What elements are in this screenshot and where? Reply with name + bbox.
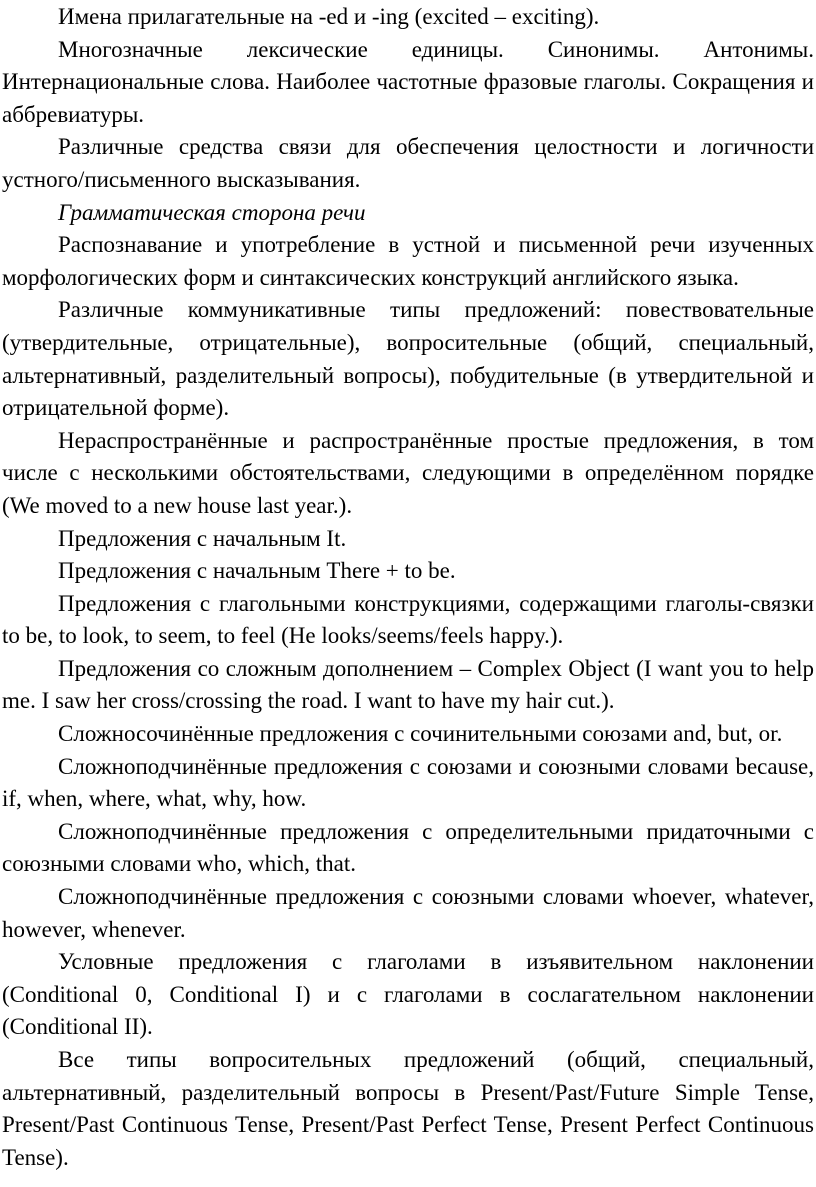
paragraph-whoever-whatever: Сложноподчинённые предложения с союзными словами whoever, whatever, however, whenever.	[2, 884, 814, 942]
paragraph-linking-devices: Различные средства связи для обеспечения целостности и логичности устного/письменного высказывания.	[2, 134, 814, 192]
paragraph-simple-sentences: Нераспространённые и распространённые простые предложения, в том числе с несколькими обстоятельствами, следующими в определённом порядке (We moved to a new house last year.).	[2, 427, 814, 518]
paragraph-sentence-types: Различные коммуникативные типы предложений: повествовательные (утвердительные, отрицательные), вопросительные (общий, специальный, альтернативный, разделительный вопросы), побудительные (в утвердительной и отрицательной форме).	[2, 297, 814, 421]
paragraph-complex-sentences-conjunctions: Сложноподчинённые предложения с союзами и союзными словами because, if, when, where, what, why, how.	[2, 753, 814, 812]
paragraph-question-types: Все типы вопросительных предложений (общий, специальный, альтернативный, разделительный вопросы в Present/Past/Future Simple Tense, Present/Past Continuous Tense, Present/Past Perfect Tense, Present Perfect Continuous Tense).	[2, 1047, 814, 1170]
paragraph-initial-there: Предложения с начальным There + to be.	[58, 558, 456, 584]
section-heading-grammar: Грамматическая сторона речи	[58, 199, 366, 225]
paragraph-conditionals: Условные предложения с глаголами в изъявительном наклонении (Conditional 0, Conditional I) и с глаголами в сослагательном наклонении (Conditional II).	[2, 949, 814, 1040]
paragraph-compound-sentences: Сложносочинённые предложения с сочинительными союзами and, but, or.	[58, 721, 783, 747]
paragraph-complex-object: Предложения со сложным дополнением – Complex Object (I want you to help me. I saw her cross/crossing the road. I want to have my hair cut.).	[2, 655, 814, 714]
paragraph-recognition-usage: Распознавание и употребление в устной и письменной речи изученных морфологических форм и синтаксических конструкций английского языка.	[2, 232, 814, 290]
paragraph-adjectives-ed-ing: Имена прилагательные на -ed и -ing (excited – exciting).	[58, 4, 600, 29]
paragraph-lexical-units: Многозначные лексические единицы. Синонимы. Антонимы. Интернациональные слова. Наиболее частотные фразовые глаголы. Сокращения и аббревиатуры.	[2, 36, 814, 127]
paragraph-linking-verbs: Предложения с глагольными конструкциями, содержащими глаголы-связки to be, to look, to seem, to feel (He looks/seems/feels happy.).	[2, 590, 814, 649]
paragraph-initial-it: Предложения с начальным It.	[58, 525, 347, 551]
paragraph-relative-clauses: Сложноподчинённые предложения с определительными придаточными с союзными словами who, which, that.	[2, 818, 814, 877]
